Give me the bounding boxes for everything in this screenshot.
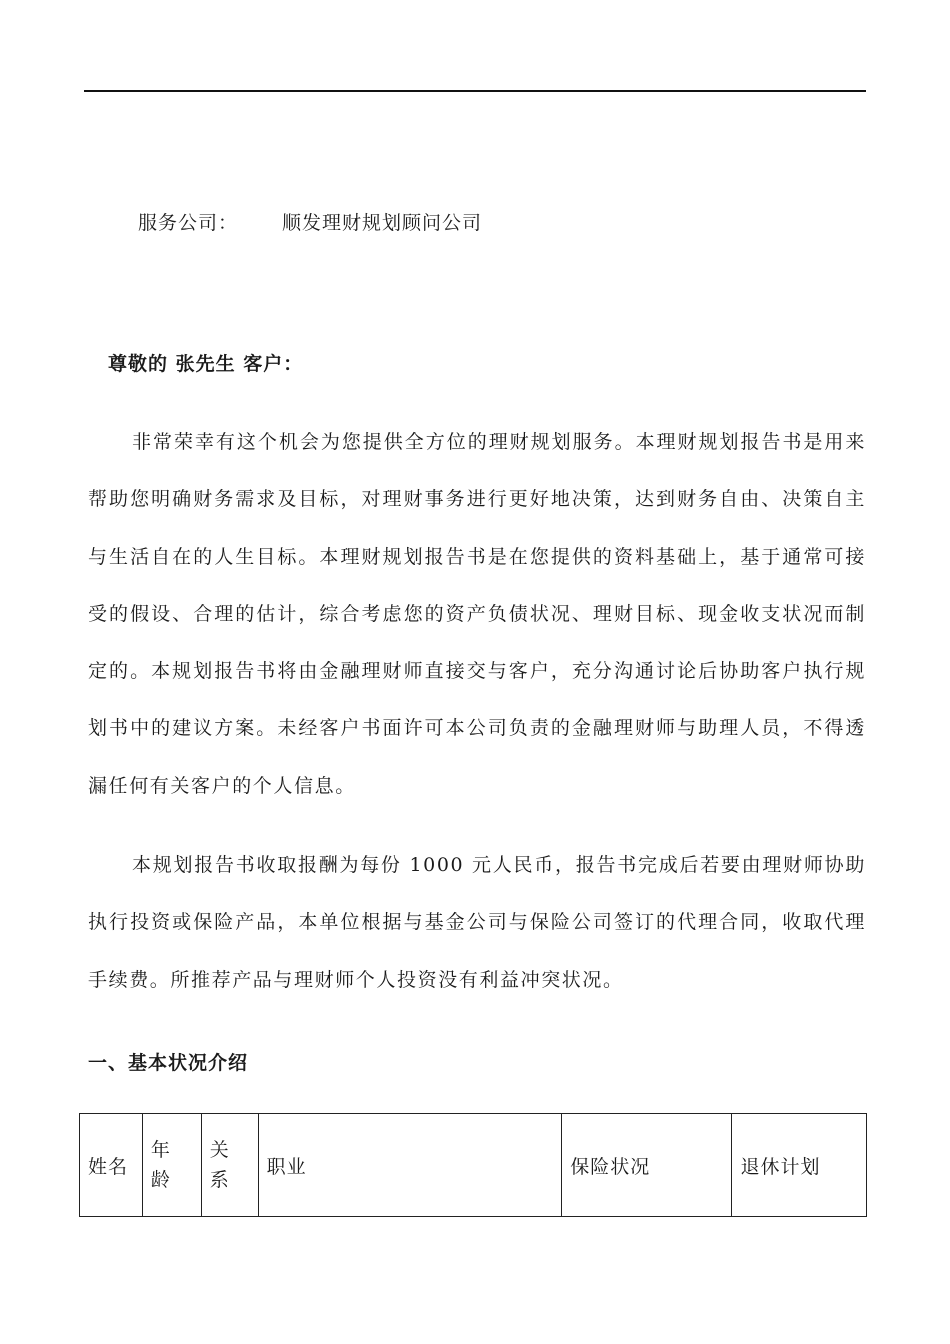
header-age (142, 1114, 201, 1217)
company-name: 顺发理财规划顾问公司 (282, 212, 483, 234)
table-header-row (80, 1114, 867, 1217)
greeting (108, 351, 303, 377)
header-occupation: 职业 (258, 1114, 562, 1217)
header-retirement: 退休计划 (732, 1114, 867, 1217)
greeting-suffix: 客户： (243, 353, 304, 375)
basic-info-table (79, 1113, 867, 1217)
header-name: 姓名 (80, 1114, 143, 1217)
greeting-client-name: 张先生 (175, 353, 236, 375)
company-label: 服务公司： (138, 212, 239, 234)
fee-paragraph: 本规划报告书收取报酬为每份 1000 元人民币，报告书完成后若要由理财师协助执行投资或保险产品，本单位根据与基金公司与保险公司签订的代理合同，收取代理手续费。所推荐产品与理财师个人投资没有利益冲突状况。 (88, 854, 866, 991)
greeting-prefix: 尊敬的 (108, 353, 169, 375)
header-insurance: 保险状况 (562, 1114, 732, 1217)
header-relation-label: 关系 (209, 1139, 230, 1191)
intro-paragraph: 非常荣幸有这个机会为您提供全方位的理财规划服务。本理财规划报告书是用来帮助您明确财务需求及目标，对理财事务进行更好地决策，达到财务自由、决策自主与生活自在的人生目标。本理财规划报告书是在您提供的资料基础上，基于通常可接受的假设、合理的估计，综合考虑您的资产负债状况、理财目标、现金收支状况而制定的。本规划报告书将由金融理财师直接交与客户，充分沟通讨论后协助客户执行规划书中的建议方案。未经客户书面许可本公司负责的金融理财师与助理人员，不得透漏任何有关客户的个人信息。 (88, 431, 866, 797)
section-heading: 一、基本状况介绍 (88, 1052, 249, 1074)
header-relation (201, 1114, 258, 1217)
header-rule (84, 90, 866, 92)
header-age-label: 年龄 (150, 1139, 171, 1191)
